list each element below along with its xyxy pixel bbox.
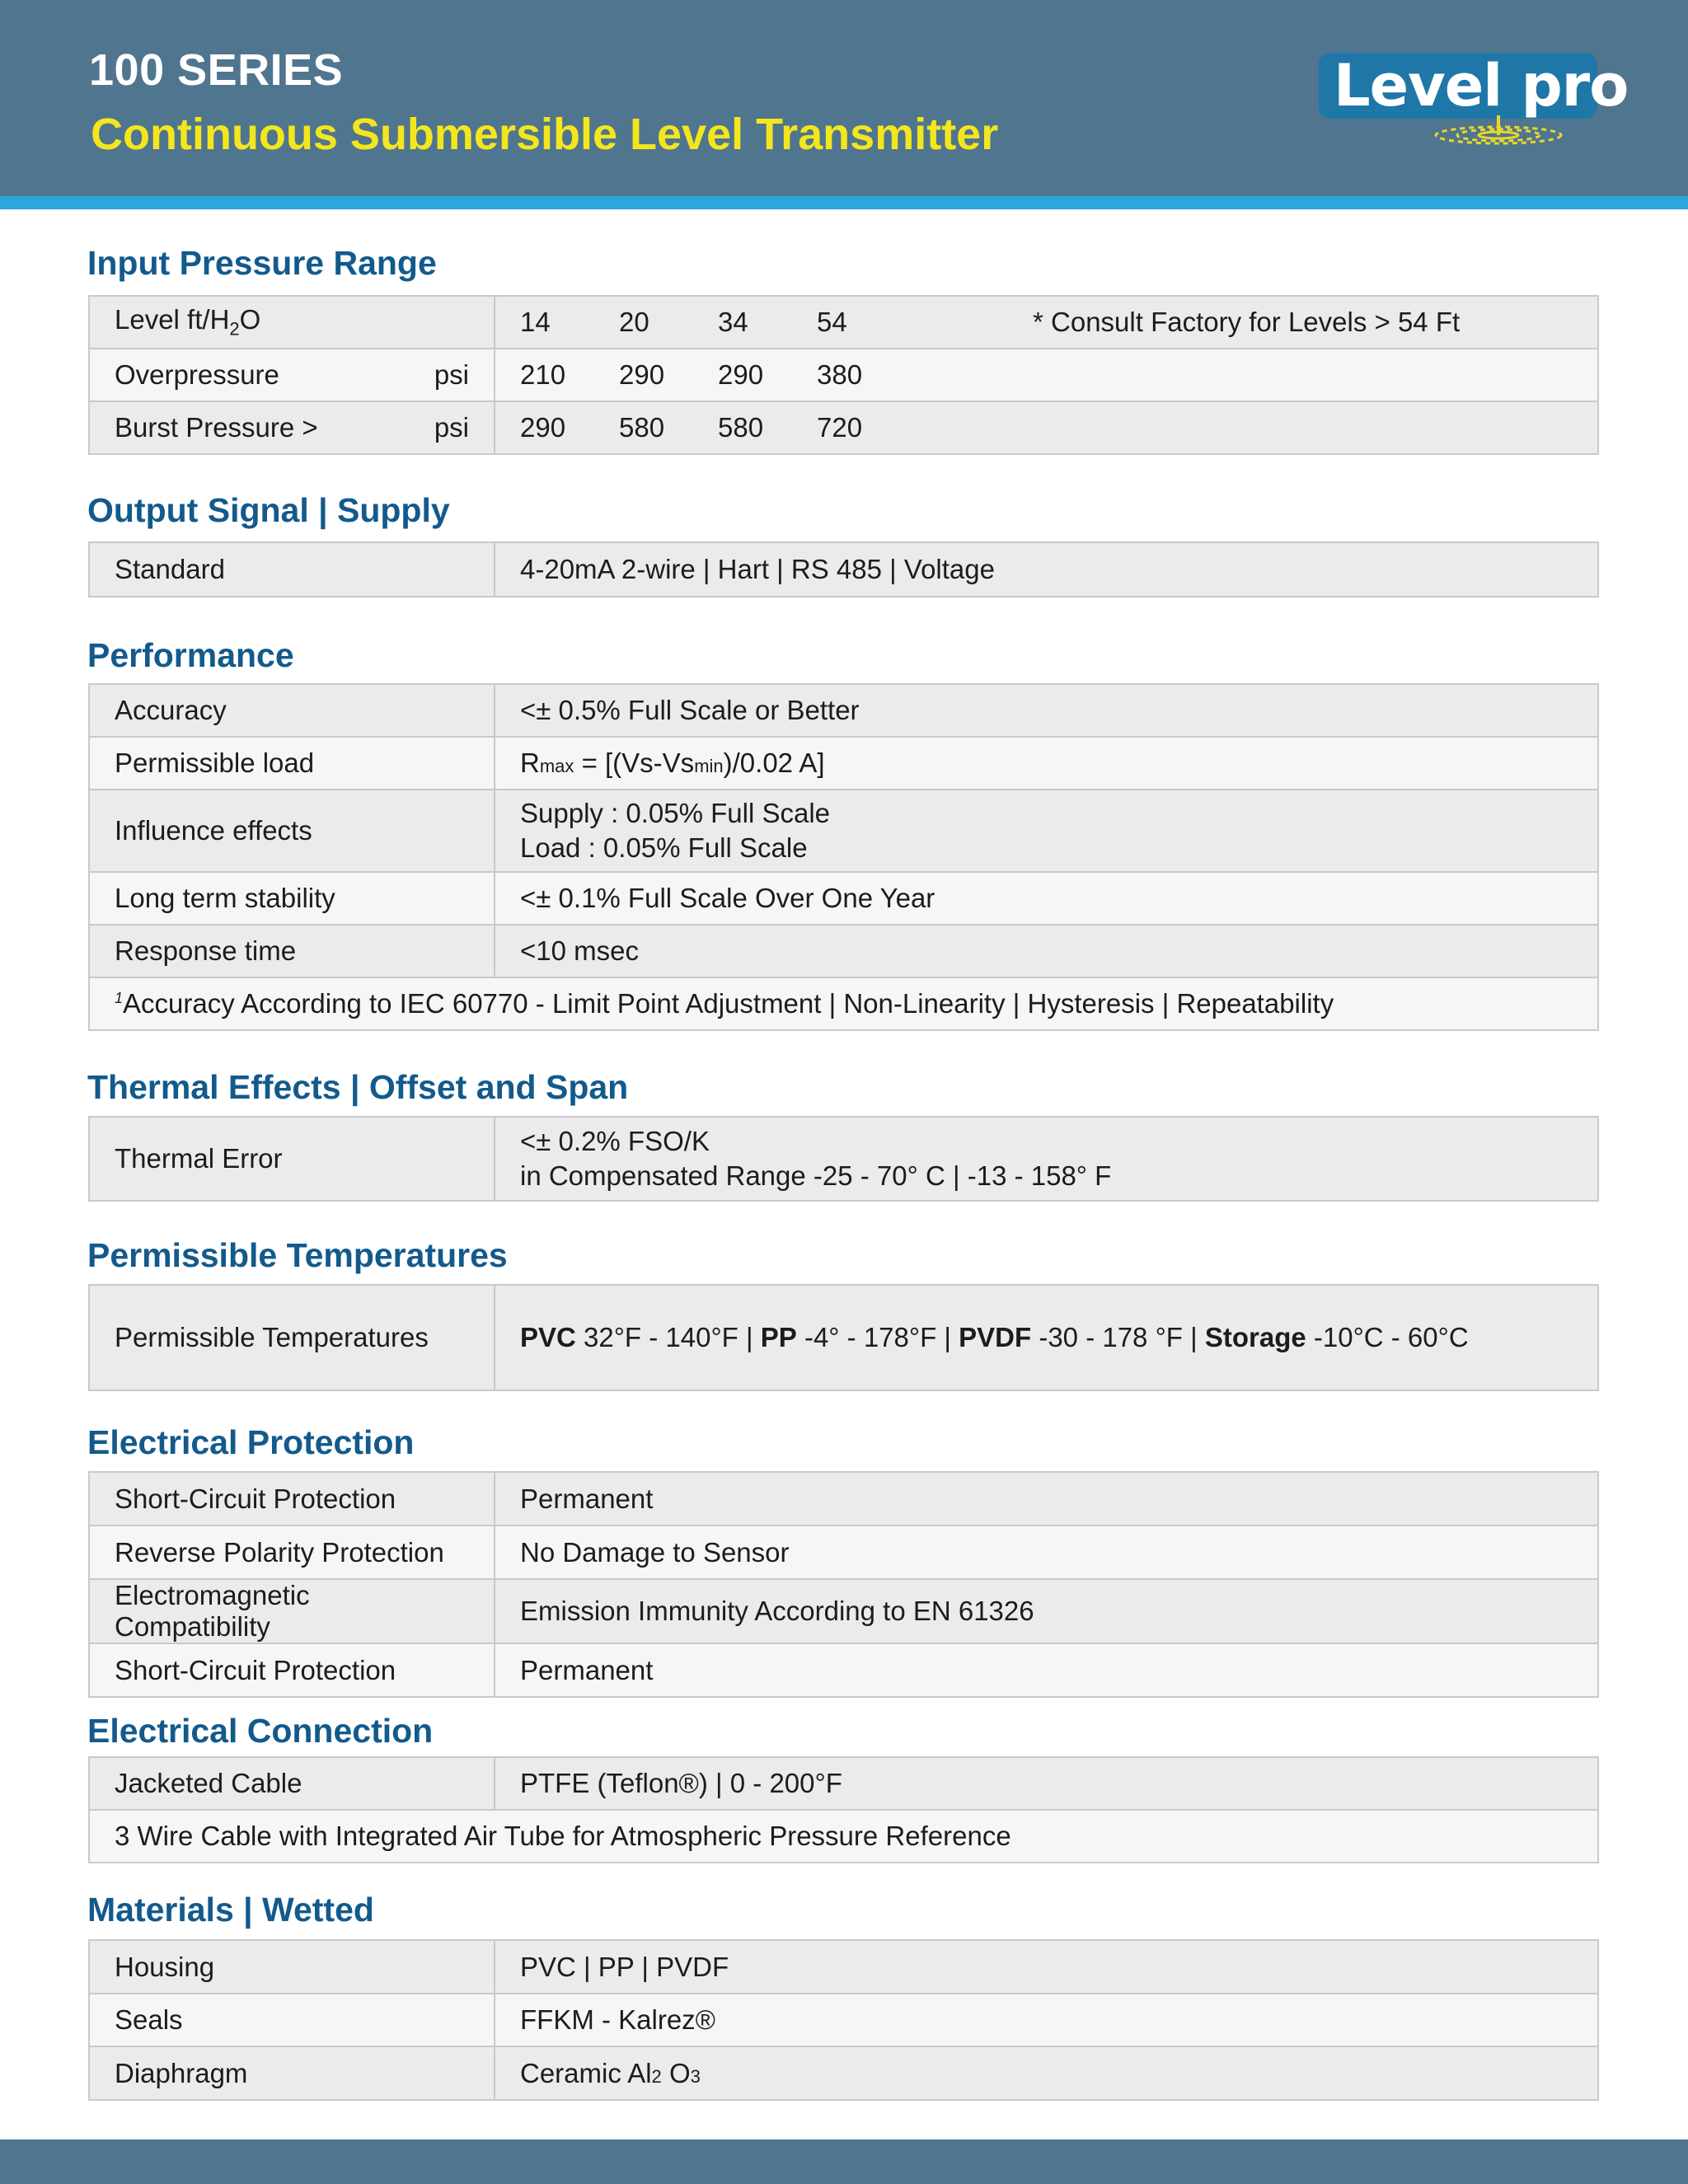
electrical-protection-table xyxy=(88,1471,1599,1698)
input-pressure-table xyxy=(88,295,1599,455)
burst-pressure-value: 720 xyxy=(817,412,863,443)
section-title-output-signal: Output Signal | Supply xyxy=(87,491,450,529)
logo-word-pro: pro xyxy=(1521,52,1629,120)
section-title-electrical-protection: Electrical Protection xyxy=(87,1423,415,1461)
level-value: 20 xyxy=(619,307,649,337)
table-row xyxy=(89,2046,1598,2100)
accuracy-value: <± 0.5% Full Scale or Better xyxy=(495,684,1598,737)
influence-effects-label: Influence effects xyxy=(89,790,495,872)
protection-value: Permanent xyxy=(495,1472,1598,1526)
protection-label: Electromagnetic Compatibility xyxy=(89,1579,495,1643)
overpressure-label: Overpressure xyxy=(115,359,279,390)
stability-label: Long term stability xyxy=(89,872,495,925)
level-values-cell xyxy=(495,296,1598,349)
table-row xyxy=(89,1810,1598,1863)
output-value: 4-20mA 2-wire | Hart | RS 485 | Voltage xyxy=(495,542,1598,597)
table-row xyxy=(89,1472,1598,1526)
seals-value: FFKM - Kalrez® xyxy=(495,1994,1598,2046)
burst-pressure-unit: psi xyxy=(434,412,469,443)
burst-pressure-value: 290 xyxy=(520,412,566,443)
section-title-materials: Materials | Wetted xyxy=(87,1891,374,1929)
output-label: Standard xyxy=(89,542,495,597)
table-row xyxy=(89,1940,1598,1994)
product-subtitle: Continuous Submersible Level Transmitter xyxy=(91,110,999,159)
cable-note: 3 Wire Cable with Integrated Air Tube for Atmospheric Pressure Reference xyxy=(89,1810,1598,1863)
table-row xyxy=(89,1579,1598,1643)
overpressure-value: 290 xyxy=(619,359,665,390)
table-row xyxy=(89,790,1598,872)
protection-value: Emission Immunity According to EN 61326 xyxy=(495,1579,1598,1643)
overpressure-value: 210 xyxy=(520,359,566,390)
protection-label: Reverse Polarity Protection xyxy=(89,1526,495,1579)
performance-table xyxy=(88,683,1599,1031)
section-title-permissible-temperatures: Permissible Temperatures xyxy=(87,1236,508,1274)
series-title: 100 SERIES xyxy=(89,45,344,95)
stability-value: <± 0.1% Full Scale Over One Year xyxy=(495,872,1598,925)
footer-band xyxy=(0,2139,1688,2184)
table-row xyxy=(89,542,1598,597)
overpressure-unit: psi xyxy=(434,359,469,390)
thermal-error-value: <± 0.2% FSO/K in Compensated Range -25 - 70° C | -13 - 158° F xyxy=(495,1117,1598,1201)
level-label-cell: Level $ft/H_2O$ xyxy=(89,296,495,349)
table-row xyxy=(89,1994,1598,2046)
table-row xyxy=(89,401,1598,454)
jacketed-cable-label: Jacketed Cable xyxy=(89,1757,495,1810)
table-row xyxy=(89,925,1598,977)
logo-word-level: Level xyxy=(1334,52,1503,120)
permissible-load-label: Permissible load xyxy=(89,737,495,790)
influence-effects-value: Supply : 0.05% Full Scale Load : 0.05% Full Scale xyxy=(495,790,1598,872)
section-title-thermal-effects: Thermal Effects | Offset and Span xyxy=(87,1068,629,1106)
overpressure-value: 290 xyxy=(718,359,764,390)
level-value: 14 xyxy=(520,307,551,337)
permissible-load-value: Rmax = [(Vs-Vsmin)/0.02 A] xyxy=(495,737,1598,790)
level-value: 34 xyxy=(718,307,748,337)
materials-table xyxy=(88,1939,1599,2101)
housing-label: Housing xyxy=(89,1940,495,1994)
section-title-performance: Performance xyxy=(87,636,294,674)
diaphragm-label: Diaphragm xyxy=(89,2046,495,2100)
housing-value: PVC | PP | PVDF xyxy=(495,1940,1598,1994)
burst-pressure-value: 580 xyxy=(718,412,764,443)
table-row xyxy=(89,1526,1598,1579)
thermal-error-label: Thermal Error xyxy=(89,1117,495,1201)
seals-label: Seals xyxy=(89,1994,495,2046)
header-accent-stripe xyxy=(0,196,1688,209)
accuracy-footnote: $^1$Accuracy According to IEC 60770 - Limit Point Adjustment | Non-Linearity | Hysteresis | Repeatability xyxy=(89,977,1598,1030)
overpressure-value: 380 xyxy=(817,359,863,390)
table-row xyxy=(89,872,1598,925)
temperatures-label: Permissible Temperatures xyxy=(89,1285,495,1390)
response-time-label: Response time xyxy=(89,925,495,977)
table-row xyxy=(89,1757,1598,1810)
section-title-input-pressure: Input Pressure Range xyxy=(87,244,437,282)
table-row xyxy=(89,737,1598,790)
logo-waves-icon xyxy=(1432,115,1564,152)
section-title-electrical-connection: Electrical Connection xyxy=(87,1712,434,1750)
table-row xyxy=(89,296,1598,349)
protection-value: No Damage to Sensor xyxy=(495,1526,1598,1579)
table-row xyxy=(89,349,1598,401)
temperatures-value: PVC 32°F - 140°F | PP -4° - 178°F | PVDF -30 - 178 °F | Storage -10°C - 60°C xyxy=(495,1285,1598,1390)
protection-label: Short-Circuit Protection xyxy=(89,1643,495,1697)
table-row xyxy=(89,1285,1598,1390)
levelpro-logo xyxy=(1319,52,1629,120)
accuracy-label: Accuracy xyxy=(89,684,495,737)
diaphragm-value: Ceramic Al2 O3 xyxy=(495,2046,1598,2100)
table-row xyxy=(89,977,1598,1030)
logo-wordmark xyxy=(1334,52,1629,120)
table-row xyxy=(89,1643,1598,1697)
consult-factory-note: * Consult Factory for Levels > 54 Ft xyxy=(1033,307,1461,337)
level-value: 54 xyxy=(817,307,847,337)
burst-pressure-value: 580 xyxy=(619,412,665,443)
protection-value: Permanent xyxy=(495,1643,1598,1697)
protection-label: Short-Circuit Protection xyxy=(89,1472,495,1526)
jacketed-cable-value: PTFE (Teflon®) | 0 - 200°F xyxy=(495,1757,1598,1810)
burst-pressure-label: Burst Pressure > xyxy=(115,412,318,443)
temperatures-table xyxy=(88,1284,1599,1391)
response-time-value: <10 msec xyxy=(495,925,1598,977)
thermal-table xyxy=(88,1116,1599,1202)
table-row xyxy=(89,1117,1598,1201)
output-signal-table xyxy=(88,541,1599,598)
table-row xyxy=(89,684,1598,737)
electrical-connection-table xyxy=(88,1756,1599,1863)
